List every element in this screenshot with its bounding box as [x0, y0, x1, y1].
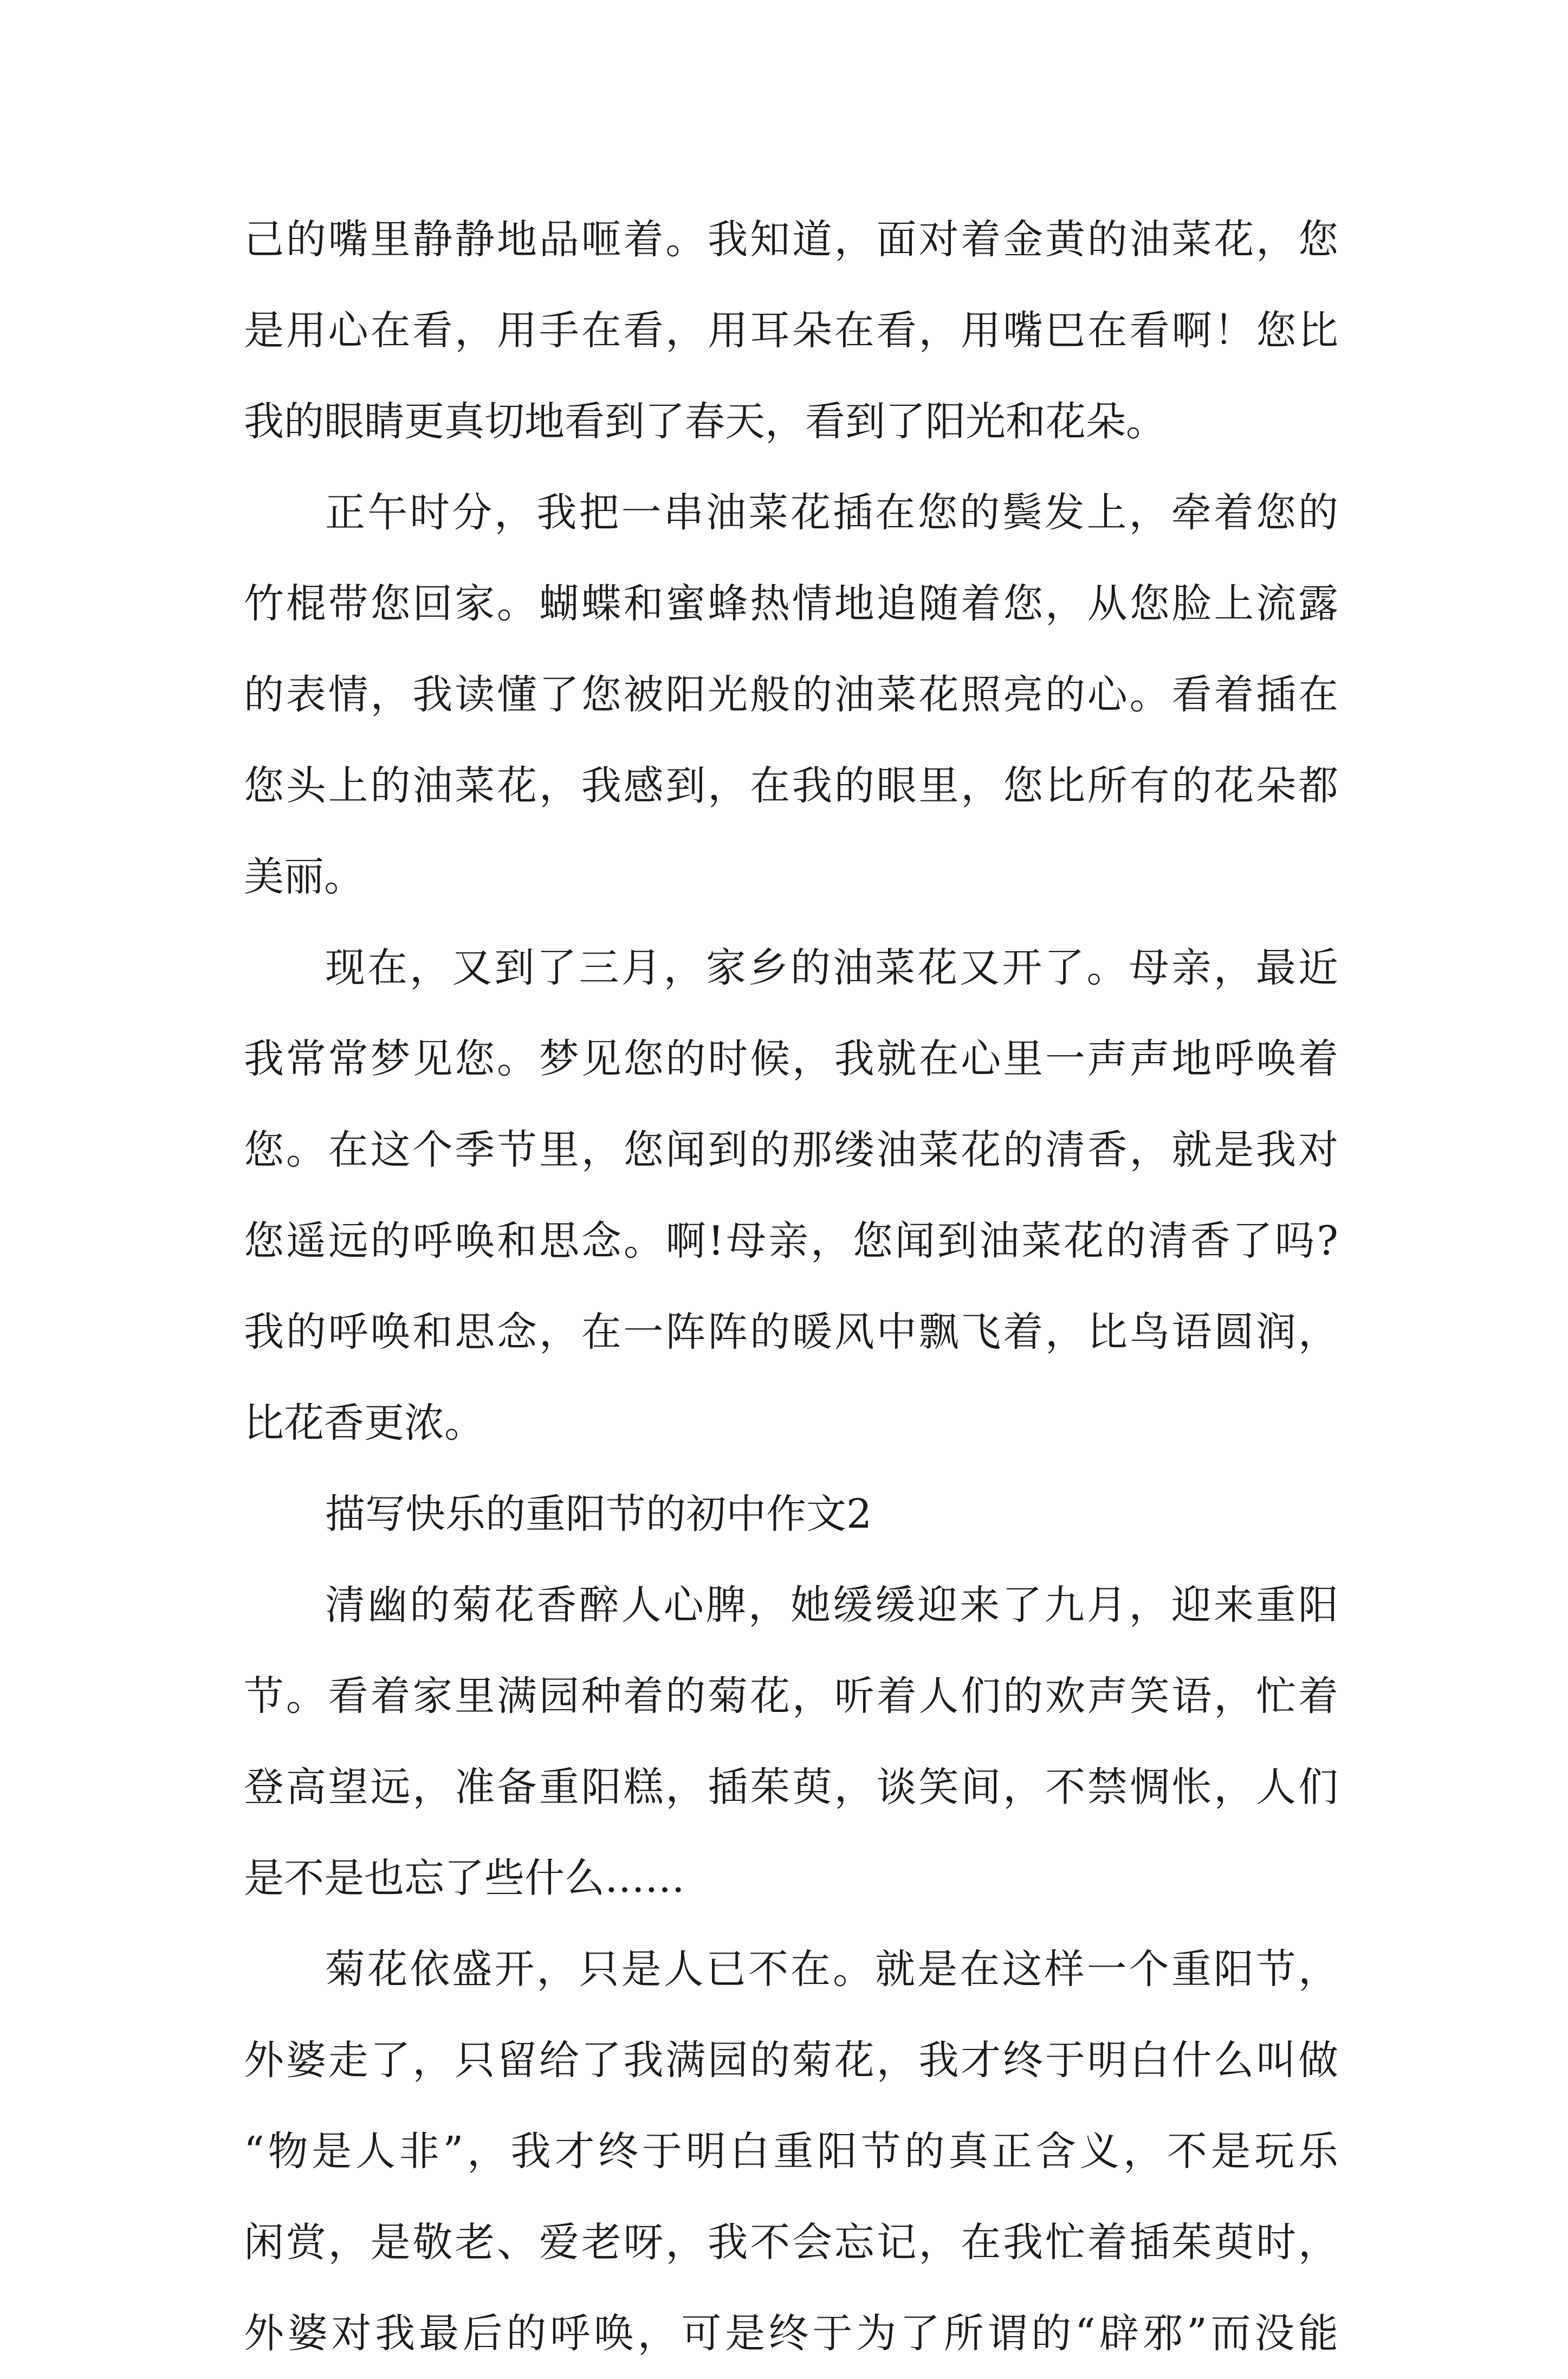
text-line-21: 外婆走了，只留给了我满园的菊花，我才终于明白什么叫做	[244, 2037, 1338, 2084]
text-line-4: 正午时分，我把一串油菜花插在您的鬓发上，牵着您的	[325, 489, 1338, 536]
text-line-18: 登高望远，准备重阳糕，插茱萸，谈笑间，不禁惆怅，人们	[244, 1764, 1338, 1811]
text-line-10: 我常常梦见您。梦见您的时候，我就在心里一声声地呼唤着	[244, 1036, 1338, 1082]
text-line-17: 节。看着家里满园种着的菊花，听着人们的欢声笑语，忙着	[244, 1673, 1338, 1719]
text-line-9: 现在，又到了三月，家乡的油菜花又开了。母亲，最近	[325, 945, 1338, 991]
text-line-3: 我的眼睛更真切地看到了春天，看到了阳光和花朵。	[244, 398, 1166, 445]
text-line-20: 菊花依盛开，只是人已不在。就是在这样一个重阳节，	[325, 1946, 1338, 1993]
text-line-6: 的表情，我读懂了您被阳光般的油菜花照亮的心。看着插在	[244, 671, 1338, 718]
text-line-1: 己的嘴里静静地品咂着。我知道，面对着金黄的油菜花，您	[244, 216, 1338, 263]
text-line-11: 您。在这个季节里，您闻到的那缕油菜花的清香，就是我对	[244, 1127, 1338, 1173]
document-body	[244, 194, 1338, 2379]
text-line-19: 是不是也忘了些什么……	[244, 1855, 685, 1902]
text-line-14: 比花香更浓。	[244, 1400, 484, 1446]
section-heading: 描写快乐的重阳节的初中作文2	[325, 1491, 872, 1537]
text-line-2: 是用心在看，用手在看，用耳朵在看，用嘴巴在看啊！您比	[244, 307, 1338, 354]
text-line-12: 您遥远的呼唤和思念。啊!母亲，您闻到油菜花的清香了吗?	[244, 1218, 1338, 1264]
text-line-16: 清幽的菊花香醉人心脾，她缓缓迎来了九月，迎来重阳	[325, 1582, 1338, 1628]
text-line-22: “物是人非”，我才终于明白重阳节的真正含义，不是玩乐	[244, 2128, 1338, 2175]
text-line-24: 外婆对我最后的呼唤，可是终于为了所谓的“辟邪”而没能	[244, 2310, 1338, 2357]
text-line-5: 竹棍带您回家。蝴蝶和蜜蜂热情地追随着您，从您脸上流露	[244, 580, 1338, 627]
text-line-7: 您头上的油菜花，我感到，在我的眼里，您比所有的花朵都	[244, 762, 1338, 809]
text-line-23: 闲赏，是敬老、爱老呀，我不会忘记，在我忙着插茱萸时，	[244, 2219, 1338, 2266]
text-line-13: 我的呼唤和思念，在一阵阵的暖风中飘飞着，比鸟语圆润，	[244, 1309, 1338, 1355]
text-line-8: 美丽。	[244, 854, 364, 900]
